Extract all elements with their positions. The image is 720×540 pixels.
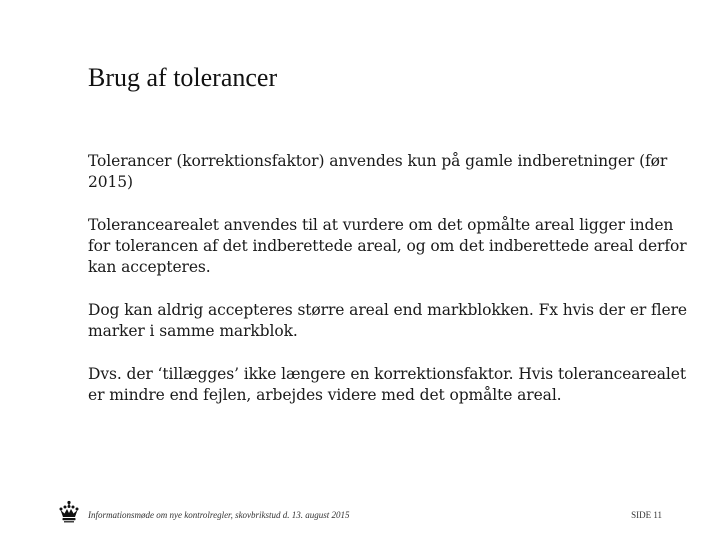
body-text: [88, 151, 688, 428]
footer: [58, 500, 662, 528]
slide-title: Brug af tolerancer: [88, 63, 278, 92]
paragraph-4: Dvs. der ‘tillægges’ ikke længere en korrektionsfaktor. Hvis tolerancearealet er mindre end fejlen, arbejdes videre med det opmålte areal.: [88, 365, 686, 404]
page-number: SIDE 11: [631, 510, 662, 520]
crown-icon: [58, 500, 80, 526]
paragraph-3: Dog kan aldrig accepteres større areal end markblokken. Fx hvis der er flere marker i samme markblok.: [88, 301, 687, 340]
footer-text: Informationsmøde om nye kontrolregler, skovbrikstud d. 13. august 2015: [88, 510, 350, 520]
paragraph-1: Tolerancer (korrektionsfaktor) anvendes kun på gamle indberetninger (før 2015): [88, 152, 668, 191]
paragraph-2: Tolerancearealet anvendes til at vurdere om det opmålte areal ligger inden for tolerancen af det indberettede areal, og om det indberettede areal derfor kan accepteres.: [88, 216, 687, 276]
